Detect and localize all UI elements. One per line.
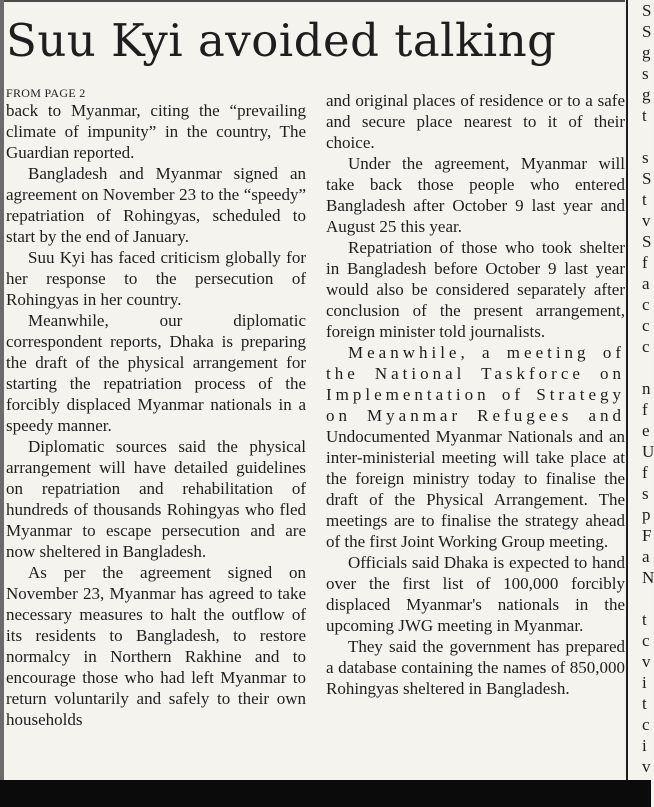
edge-letter: c [642,715,650,734]
paragraph: Meanwhile, our diplomatic correspondent reports, Dhaka is preparing the draft of the physical arrangement for starting the repatriation process of the forcibly displaced Myanmar nationals in a speedy manner. [6,311,306,435]
edge-letter: v [642,757,651,776]
paragraph-spaced-lead: Meanwhile, a meeting of the National Taskforce on Implementation of Strategy on Myanmar Refugees and [326,343,625,425]
edge-letter: f [642,253,648,272]
edge-letter: g [642,43,651,62]
paragraph: They said the government has prepared a database containing the names of 850,000 Rohingyas sheltered in Bangladesh. [326,637,625,698]
paragraph [326,342,625,552]
edge-letter [642,588,651,609]
article-column-1 [6,100,306,730]
edge-letter: i [642,736,647,755]
edge-letter: N [642,568,654,587]
edge-letter: s [642,148,649,167]
edge-letter: t [642,610,647,629]
edge-letter: c [642,631,650,650]
continuation-label: FROM PAGE 2 [6,86,86,100]
paragraph: Under the agreement, Myanmar will take back those people who entered Bangladesh after October 9 last year and August 25 this year. [326,154,625,236]
edge-letter: S [642,169,652,188]
article-column-2 [326,90,625,699]
edge-letter: c [642,316,650,335]
article-headline: Suu Kyi avoided talking [6,14,557,67]
left-edge-rule [0,0,4,780]
paragraph: Repatriation of those who took shelter in Bangladesh before October 9 last year would also be considered separately after conclusion of the present arrangement, foreign minister told journalists. [326,238,625,341]
edge-letter: n [642,379,651,398]
edge-letter: t [642,694,647,713]
paragraph: Bangladesh and Myanmar signed an agreement on November 23 to the “speedy” repatriation of Rohingyas, scheduled to start by the end of January. [6,164,306,246]
adjacent-column-fragment [642,0,654,780]
edge-letter: S [642,22,652,41]
edge-letter: t [642,106,647,125]
paragraph: back to Myanmar, citing the “prevailing climate of impunity” in the country, The Guardian reported. [6,101,306,162]
top-rule [0,0,625,2]
edge-letter: v [642,211,651,230]
edge-letter: c [642,295,650,314]
paragraph: As per the agreement signed on November 23, Myanmar has agreed to take necessary measures to halt the outflow of its residents to Bangladesh, to restore normalcy in Northern Rakhine and to encourage those who had left Myanmar to return voluntarily and safely to their own households [6,563,306,729]
edge-letter: a [642,547,650,566]
edge-letter: U [642,442,654,461]
paragraph: and original places of residence or to a safe and secure place nearest to it of their choice. [326,91,625,152]
edge-letter: s [642,484,649,503]
edge-letter: f [642,400,648,419]
column-divider [626,0,628,780]
edge-letter: e [642,421,650,440]
paragraph: Diplomatic sources said the physical arrangement will have detailed guidelines on repatriation and rehabilitation of hundreds of thousands Rohingyas who fled Myanmar to escape persecution and are now sheltered in Bangladesh. [6,437,306,561]
edge-letter: c [642,337,650,356]
edge-letter: S [642,232,652,251]
edge-letter: t [642,190,647,209]
paragraph-rest: Undocumented Myanmar Nationals and an inter-ministerial meeting will take place at the foreign ministry today to finalise the draft of the Physical Arrangement. The meetings are to finalise the strategy ahead of the first Joint Working Group meeting. [326,427,625,551]
edge-letter: s [642,64,649,83]
edge-letter: a [642,274,650,293]
edge-letter: S [642,1,652,20]
edge-letter: g [642,85,651,104]
edge-letter: f [642,463,648,482]
scan-bottom-edge [0,780,651,807]
edge-letter [642,126,651,147]
edge-letter: v [642,652,651,671]
edge-letter: p [642,505,651,524]
paragraph: Officials said Dhaka is expected to hand over the first list of 100,000 forcibly displaced Myanmar's nationals in the upcoming JWG meeting in Myanmar. [326,553,625,635]
paragraph: Suu Kyi has faced criticism globally for her response to the persecution of Rohingyas in her country. [6,248,306,309]
edge-letter: i [642,673,647,692]
edge-letter: F [642,526,652,545]
edge-letter [642,357,651,378]
